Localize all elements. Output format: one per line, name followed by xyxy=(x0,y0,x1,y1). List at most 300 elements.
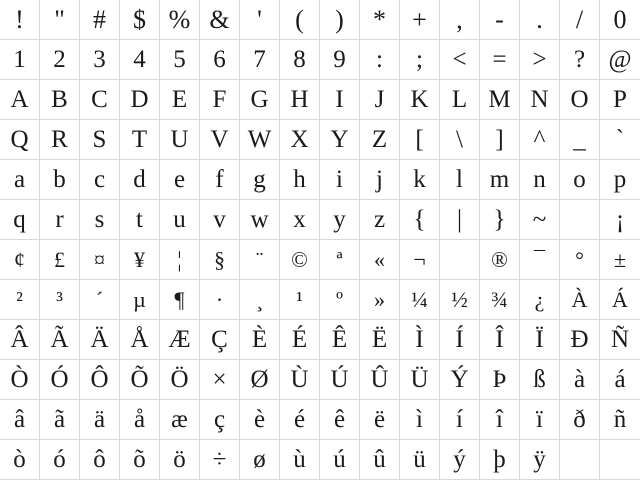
glyph-character: å xyxy=(133,406,146,433)
glyph-character: = xyxy=(492,46,507,73)
glyph-cell[interactable] xyxy=(320,400,360,440)
glyph-cell[interactable] xyxy=(520,200,560,240)
glyph-character: Õ xyxy=(130,366,149,393)
glyph-cell[interactable] xyxy=(0,0,40,40)
glyph-cell[interactable] xyxy=(600,440,640,480)
glyph-cell[interactable] xyxy=(200,40,240,80)
glyph-character: C xyxy=(91,86,108,113)
glyph-character: ú xyxy=(333,446,346,473)
glyph-cell[interactable] xyxy=(360,80,400,120)
glyph-cell[interactable] xyxy=(0,440,40,480)
glyph-cell[interactable] xyxy=(200,0,240,40)
glyph-cell[interactable] xyxy=(440,440,480,480)
glyph-cell[interactable] xyxy=(320,120,360,160)
glyph-character: T xyxy=(131,126,148,153)
glyph-cell[interactable] xyxy=(240,40,280,80)
glyph-character: I xyxy=(335,86,344,113)
glyph-character: ~ xyxy=(532,206,547,233)
glyph-cell[interactable] xyxy=(480,0,520,40)
glyph-cell[interactable] xyxy=(280,320,320,360)
glyph-character: y xyxy=(333,206,346,233)
glyph-character: ñ xyxy=(613,406,627,433)
glyph-cell[interactable] xyxy=(520,80,560,120)
glyph-character: h xyxy=(293,166,306,193)
glyph-cell[interactable] xyxy=(40,360,80,400)
glyph-character: : xyxy=(376,46,383,73)
glyph-character: } xyxy=(493,206,506,233)
glyph-character: ¹ xyxy=(296,286,303,312)
glyph-cell[interactable] xyxy=(400,0,440,40)
glyph-character: « xyxy=(374,246,385,272)
glyph-character: ð xyxy=(573,406,586,433)
glyph-cell[interactable] xyxy=(160,360,200,400)
glyph-cell[interactable] xyxy=(80,80,120,120)
glyph-cell[interactable] xyxy=(440,200,480,240)
glyph-character: ¡ xyxy=(615,206,625,233)
glyph-cell[interactable] xyxy=(360,440,400,480)
glyph-cell[interactable] xyxy=(40,120,80,160)
glyph-cell[interactable] xyxy=(280,440,320,480)
glyph-character: ) xyxy=(335,4,344,34)
glyph-cell[interactable] xyxy=(520,240,560,280)
glyph-character: e xyxy=(173,166,186,193)
glyph-cell[interactable] xyxy=(560,200,600,240)
glyph-character: ¸ xyxy=(255,286,264,312)
glyph-character: ª xyxy=(336,246,343,272)
glyph-cell[interactable] xyxy=(0,160,40,200)
glyph-cell[interactable] xyxy=(560,280,600,320)
glyph-character: £ xyxy=(54,246,65,272)
glyph-cell[interactable] xyxy=(200,360,240,400)
glyph-character: ¦ xyxy=(177,246,182,272)
glyph-character: - xyxy=(495,4,504,34)
glyph-cell[interactable] xyxy=(160,0,200,40)
glyph-cell[interactable] xyxy=(120,360,160,400)
glyph-character: ? xyxy=(573,46,586,73)
glyph-cell[interactable] xyxy=(160,40,200,80)
glyph-character: Û xyxy=(370,366,389,393)
glyph-character: X xyxy=(290,126,309,153)
glyph-character: [ xyxy=(415,126,424,153)
glyph-cell[interactable] xyxy=(40,200,80,240)
glyph-character: ê xyxy=(333,406,346,433)
glyph-cell[interactable] xyxy=(560,320,600,360)
glyph-cell[interactable] xyxy=(40,440,80,480)
glyph-character: Â xyxy=(10,326,29,353)
glyph-cell[interactable] xyxy=(400,360,440,400)
glyph-character: Í xyxy=(455,326,464,353)
glyph-cell[interactable] xyxy=(600,120,640,160)
glyph-cell[interactable] xyxy=(480,40,520,80)
glyph-cell[interactable] xyxy=(280,160,320,200)
glyph-cell[interactable] xyxy=(160,440,200,480)
glyph-cell[interactable] xyxy=(400,240,440,280)
glyph-cell[interactable] xyxy=(560,240,600,280)
glyph-character: " xyxy=(54,4,65,34)
glyph-cell[interactable] xyxy=(520,40,560,80)
glyph-character: È xyxy=(251,326,268,353)
glyph-cell[interactable] xyxy=(240,240,280,280)
glyph-cell[interactable] xyxy=(240,80,280,120)
glyph-cell[interactable] xyxy=(560,80,600,120)
glyph-cell[interactable] xyxy=(480,120,520,160)
glyph-cell[interactable] xyxy=(360,200,400,240)
glyph-cell[interactable] xyxy=(560,160,600,200)
glyph-cell[interactable] xyxy=(360,240,400,280)
glyph-character: Ú xyxy=(330,366,349,393)
glyph-cell[interactable] xyxy=(240,200,280,240)
glyph-cell[interactable] xyxy=(440,400,480,440)
glyph-cell[interactable] xyxy=(280,240,320,280)
glyph-cell[interactable] xyxy=(400,200,440,240)
glyph-cell[interactable] xyxy=(440,320,480,360)
glyph-character: ÿ xyxy=(533,446,546,473)
glyph-cell[interactable] xyxy=(480,240,520,280)
glyph-cell[interactable] xyxy=(80,280,120,320)
glyph-character: Ô xyxy=(90,366,109,393)
glyph-cell[interactable] xyxy=(360,160,400,200)
glyph-cell[interactable] xyxy=(600,200,640,240)
glyph-character: ý xyxy=(453,446,466,473)
glyph-cell[interactable] xyxy=(280,280,320,320)
glyph-character: O xyxy=(570,86,589,113)
glyph-cell[interactable] xyxy=(320,200,360,240)
glyph-cell[interactable] xyxy=(0,320,40,360)
glyph-character: ø xyxy=(253,446,266,473)
glyph-cell[interactable] xyxy=(480,280,520,320)
glyph-cell[interactable] xyxy=(280,40,320,80)
glyph-cell[interactable] xyxy=(40,320,80,360)
glyph-character: ù xyxy=(293,446,306,473)
glyph-cell[interactable] xyxy=(600,280,640,320)
glyph-character: s xyxy=(94,206,105,233)
glyph-character: G xyxy=(250,86,269,113)
glyph-cell[interactable] xyxy=(200,240,240,280)
glyph-cell[interactable] xyxy=(80,0,120,40)
glyph-cell[interactable] xyxy=(0,280,40,320)
glyph-cell[interactable] xyxy=(440,360,480,400)
glyph-cell[interactable] xyxy=(280,120,320,160)
glyph-cell[interactable] xyxy=(240,120,280,160)
glyph-character: º xyxy=(336,286,343,312)
glyph-character: û xyxy=(373,446,386,473)
glyph-cell[interactable] xyxy=(120,400,160,440)
glyph-cell[interactable] xyxy=(40,160,80,200)
glyph-cell[interactable] xyxy=(240,400,280,440)
glyph-character: Ë xyxy=(371,326,388,353)
glyph-cell[interactable] xyxy=(120,320,160,360)
glyph-character: k xyxy=(413,166,426,193)
glyph-cell[interactable] xyxy=(320,360,360,400)
glyph-character: è xyxy=(253,406,266,433)
glyph-character: Ã xyxy=(50,326,69,353)
glyph-character: S xyxy=(92,126,107,153)
glyph-character: d xyxy=(133,166,146,193)
glyph-cell[interactable] xyxy=(160,280,200,320)
glyph-cell[interactable] xyxy=(440,80,480,120)
glyph-character: ] xyxy=(495,126,504,153)
glyph-character: p xyxy=(613,166,627,193)
glyph-cell[interactable] xyxy=(240,280,280,320)
glyph-cell[interactable] xyxy=(520,360,560,400)
glyph-cell[interactable] xyxy=(200,80,240,120)
glyph-character: ë xyxy=(373,406,386,433)
glyph-character: Ý xyxy=(450,366,469,393)
glyph-cell[interactable] xyxy=(320,440,360,480)
glyph-cell[interactable] xyxy=(320,0,360,40)
glyph-character: > xyxy=(532,46,547,73)
glyph-character: f xyxy=(215,166,224,193)
glyph-character: j xyxy=(376,166,383,193)
glyph-cell[interactable] xyxy=(200,160,240,200)
glyph-character: 0 xyxy=(613,4,627,34)
glyph-character: § xyxy=(214,246,225,272)
glyph-cell[interactable] xyxy=(360,40,400,80)
glyph-cell[interactable] xyxy=(400,80,440,120)
glyph-cell[interactable] xyxy=(320,80,360,120)
glyph-cell[interactable] xyxy=(40,40,80,80)
glyph-cell[interactable] xyxy=(80,120,120,160)
glyph-cell[interactable] xyxy=(120,40,160,80)
glyph-cell[interactable] xyxy=(80,320,120,360)
glyph-cell[interactable] xyxy=(560,0,600,40)
glyph-cell[interactable] xyxy=(480,160,520,200)
glyph-cell[interactable] xyxy=(480,360,520,400)
glyph-cell[interactable] xyxy=(0,40,40,80)
glyph-cell[interactable] xyxy=(80,40,120,80)
glyph-cell[interactable] xyxy=(200,280,240,320)
glyph-character: ü xyxy=(413,446,426,473)
glyph-character: Æ xyxy=(168,326,191,353)
glyph-cell[interactable] xyxy=(360,360,400,400)
glyph-cell[interactable] xyxy=(400,400,440,440)
glyph-character: # xyxy=(93,4,106,34)
glyph-cell[interactable] xyxy=(440,120,480,160)
glyph-character: ¬ xyxy=(413,246,426,272)
glyph-cell[interactable] xyxy=(480,440,520,480)
glyph-cell[interactable] xyxy=(80,200,120,240)
glyph-cell[interactable] xyxy=(240,0,280,40)
glyph-cell[interactable] xyxy=(520,320,560,360)
glyph-cell[interactable] xyxy=(120,80,160,120)
glyph-cell[interactable] xyxy=(0,360,40,400)
glyph-cell[interactable] xyxy=(480,400,520,440)
glyph-cell[interactable] xyxy=(160,120,200,160)
glyph-cell[interactable] xyxy=(440,240,480,280)
glyph-character: _ xyxy=(573,126,586,153)
glyph-character: v xyxy=(213,206,226,233)
glyph-character: ¨ xyxy=(255,246,264,272)
glyph-character: @ xyxy=(608,46,632,73)
glyph-cell[interactable] xyxy=(520,440,560,480)
glyph-character: ¿ xyxy=(534,286,545,312)
glyph-cell[interactable] xyxy=(40,240,80,280)
glyph-character: < xyxy=(452,46,467,73)
glyph-cell[interactable] xyxy=(520,0,560,40)
glyph-cell[interactable] xyxy=(600,320,640,360)
glyph-cell[interactable] xyxy=(0,400,40,440)
glyph-cell[interactable] xyxy=(560,400,600,440)
glyph-cell[interactable] xyxy=(80,400,120,440)
glyph-cell[interactable] xyxy=(240,320,280,360)
glyph-character: a xyxy=(13,166,26,193)
glyph-cell[interactable] xyxy=(280,80,320,120)
glyph-cell[interactable] xyxy=(80,440,120,480)
glyph-cell[interactable] xyxy=(0,240,40,280)
glyph-character: u xyxy=(173,206,186,233)
glyph-cell[interactable] xyxy=(120,280,160,320)
glyph-cell[interactable] xyxy=(400,440,440,480)
glyph-cell[interactable] xyxy=(120,160,160,200)
glyph-cell[interactable] xyxy=(440,280,480,320)
glyph-cell[interactable] xyxy=(560,40,600,80)
glyph-cell[interactable] xyxy=(360,280,400,320)
glyph-cell[interactable] xyxy=(120,0,160,40)
glyph-cell[interactable] xyxy=(360,400,400,440)
glyph-cell[interactable] xyxy=(600,160,640,200)
glyph-cell[interactable] xyxy=(120,200,160,240)
glyph-cell[interactable] xyxy=(200,200,240,240)
glyph-cell[interactable] xyxy=(320,320,360,360)
glyph-cell[interactable] xyxy=(600,360,640,400)
glyph-cell[interactable] xyxy=(240,160,280,200)
glyph-cell[interactable] xyxy=(120,240,160,280)
glyph-cell[interactable] xyxy=(160,200,200,240)
glyph-cell[interactable] xyxy=(160,160,200,200)
glyph-character: m xyxy=(489,166,510,193)
glyph-cell[interactable] xyxy=(200,400,240,440)
glyph-cell[interactable] xyxy=(40,280,80,320)
glyph-character: × xyxy=(212,366,227,393)
glyph-cell[interactable] xyxy=(280,0,320,40)
glyph-character: Ä xyxy=(90,326,109,353)
glyph-character: í xyxy=(456,406,463,433)
glyph-cell[interactable] xyxy=(80,240,120,280)
glyph-character: 4 xyxy=(133,46,146,73)
glyph-character: * xyxy=(373,4,386,34)
glyph-character: Ö xyxy=(170,366,189,393)
glyph-cell[interactable] xyxy=(240,360,280,400)
glyph-cell[interactable] xyxy=(320,40,360,80)
glyph-cell[interactable] xyxy=(120,440,160,480)
glyph-cell[interactable] xyxy=(280,400,320,440)
glyph-cell[interactable] xyxy=(560,360,600,400)
glyph-cell[interactable] xyxy=(200,120,240,160)
glyph-cell[interactable] xyxy=(440,40,480,80)
glyph-character: $ xyxy=(133,4,146,34)
glyph-cell[interactable] xyxy=(280,360,320,400)
glyph-character: ´ xyxy=(95,286,104,312)
glyph-character: D xyxy=(130,86,149,113)
glyph-cell[interactable] xyxy=(600,40,640,80)
glyph-character: Ò xyxy=(10,366,29,393)
glyph-character: © xyxy=(291,246,308,272)
glyph-character: ¥ xyxy=(134,246,145,272)
glyph-cell[interactable] xyxy=(560,120,600,160)
glyph-character: N xyxy=(530,86,549,113)
glyph-cell[interactable] xyxy=(440,160,480,200)
glyph-cell[interactable] xyxy=(320,240,360,280)
glyph-cell[interactable] xyxy=(280,200,320,240)
glyph-character: ( xyxy=(295,4,304,34)
glyph-character: Ï xyxy=(535,326,544,353)
glyph-cell[interactable] xyxy=(360,120,400,160)
glyph-cell[interactable] xyxy=(320,280,360,320)
glyph-cell[interactable] xyxy=(600,0,640,40)
glyph-cell[interactable] xyxy=(520,280,560,320)
glyph-cell[interactable] xyxy=(360,0,400,40)
glyph-cell[interactable] xyxy=(520,160,560,200)
glyph-cell[interactable] xyxy=(0,120,40,160)
glyph-character: 9 xyxy=(333,46,346,73)
glyph-character: Z xyxy=(371,126,388,153)
glyph-cell[interactable] xyxy=(40,80,80,120)
glyph-cell[interactable] xyxy=(80,160,120,200)
glyph-character: q xyxy=(13,206,26,233)
glyph-cell[interactable] xyxy=(400,120,440,160)
glyph-cell[interactable] xyxy=(240,440,280,480)
glyph-cell[interactable] xyxy=(400,40,440,80)
glyph-cell[interactable] xyxy=(40,0,80,40)
glyph-character: + xyxy=(412,4,427,34)
glyph-cell[interactable] xyxy=(520,120,560,160)
glyph-cell[interactable] xyxy=(560,440,600,480)
glyph-cell[interactable] xyxy=(160,320,200,360)
glyph-cell[interactable] xyxy=(480,200,520,240)
glyph-cell[interactable] xyxy=(160,240,200,280)
glyph-character: , xyxy=(456,4,463,34)
glyph-character: ³ xyxy=(56,286,63,312)
glyph-cell[interactable] xyxy=(360,320,400,360)
glyph-character: ¾ xyxy=(491,286,508,312)
glyph-cell[interactable] xyxy=(200,320,240,360)
glyph-character: ¢ xyxy=(14,246,25,272)
glyph-cell[interactable] xyxy=(400,160,440,200)
glyph-cell[interactable] xyxy=(160,80,200,120)
glyph-cell[interactable] xyxy=(120,120,160,160)
glyph-cell[interactable] xyxy=(200,440,240,480)
glyph-cell[interactable] xyxy=(480,80,520,120)
glyph-cell[interactable] xyxy=(440,0,480,40)
glyph-cell[interactable] xyxy=(320,160,360,200)
glyph-character: r xyxy=(55,206,64,233)
glyph-character: t xyxy=(136,206,143,233)
glyph-character: x xyxy=(293,206,306,233)
glyph-cell[interactable] xyxy=(0,200,40,240)
glyph-cell[interactable] xyxy=(600,400,640,440)
glyph-character: ï xyxy=(536,406,543,433)
glyph-cell[interactable] xyxy=(520,400,560,440)
glyph-cell[interactable] xyxy=(600,80,640,120)
glyph-cell[interactable] xyxy=(600,240,640,280)
glyph-character: M xyxy=(488,86,511,113)
glyph-cell[interactable] xyxy=(160,400,200,440)
glyph-character: Ø xyxy=(250,366,269,393)
glyph-cell[interactable] xyxy=(400,320,440,360)
glyph-character: { xyxy=(413,206,426,233)
glyph-character: ä xyxy=(93,406,106,433)
glyph-cell[interactable] xyxy=(400,280,440,320)
glyph-character: b xyxy=(53,166,66,193)
glyph-character: F xyxy=(212,86,227,113)
glyph-cell[interactable] xyxy=(0,80,40,120)
glyph-cell[interactable] xyxy=(480,320,520,360)
glyph-cell[interactable] xyxy=(40,400,80,440)
glyph-cell[interactable] xyxy=(80,360,120,400)
glyph-character: ; xyxy=(416,46,423,73)
glyph-character: U xyxy=(170,126,189,153)
glyph-character: Ù xyxy=(290,366,309,393)
